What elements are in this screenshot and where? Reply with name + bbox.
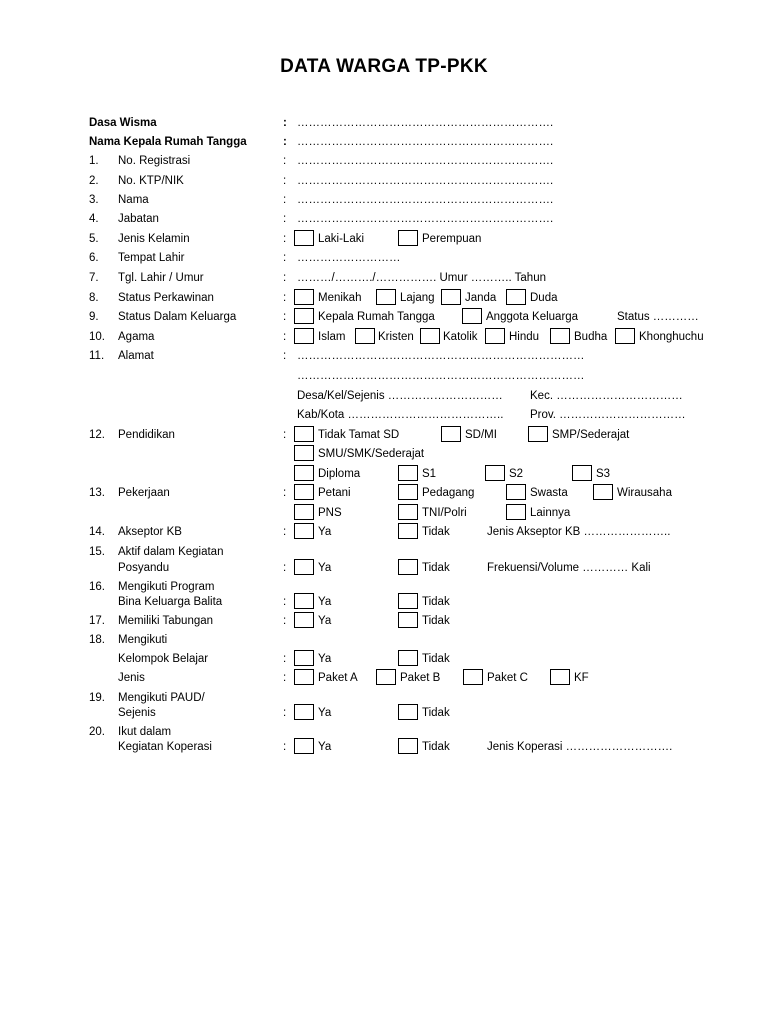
fill-line-tempat-lahir[interactable]: ……………………… <box>297 252 401 264</box>
fill-line-kepala-rumah-tangga[interactable]: …………………………………………………………. <box>297 136 554 148</box>
colon: : <box>283 741 287 753</box>
checkbox-akseptor-ya[interactable] <box>294 523 314 539</box>
colon: : <box>283 213 287 225</box>
row-dasa-wisma <box>0 114 768 132</box>
option-duda: Duda <box>530 292 558 304</box>
option-tni-polri: TNI/Polri <box>422 507 467 519</box>
label-alamat: Alamat <box>118 350 154 362</box>
item-number: 8. <box>89 292 99 304</box>
option-tidak: Tidak <box>422 741 450 753</box>
checkbox-perempuan[interactable] <box>398 230 418 246</box>
item-number: 13. <box>89 487 105 499</box>
option-laki-laki: Laki-Laki <box>318 233 365 245</box>
colon: : <box>283 233 287 245</box>
fill-line-tgl-lahir-umur[interactable]: ………/………./……………. Umur ……….. Tahun <box>297 272 546 284</box>
label-mengikuti-paud: Mengikuti PAUD/ <box>118 692 205 704</box>
fill-line-no-ktp[interactable]: …………………………………………………………. <box>297 175 554 187</box>
row-kelompok-belajar <box>0 650 768 668</box>
fill-line-provinsi[interactable]: Prov. …………………………… <box>530 409 686 421</box>
row-jabatan <box>0 210 768 228</box>
checkbox-bkb-tidak[interactable] <box>398 593 418 609</box>
option-s1: S1 <box>422 468 437 480</box>
checkbox-tidak-tamat-sd[interactable] <box>294 426 314 442</box>
option-smu: SMU/SMK/Sederajat <box>318 448 425 460</box>
item-number: 2. <box>89 175 99 187</box>
checkbox-posyandu-tidak[interactable] <box>398 559 418 575</box>
item-number: 18. <box>89 634 105 646</box>
fill-line-alamat-2[interactable]: ………………………………………………………………… <box>297 370 585 382</box>
colon: : <box>283 175 287 187</box>
row-posyandu <box>0 559 768 577</box>
option-anggota-keluarga: Anggota Keluarga <box>486 311 579 323</box>
row-pekerjaan-2 <box>0 504 768 522</box>
row-bkb <box>0 593 768 611</box>
colon: : <box>283 331 287 343</box>
row-jenis-paket <box>0 669 768 687</box>
checkbox-swasta[interactable] <box>506 484 526 500</box>
checkbox-smu[interactable] <box>294 445 314 461</box>
checkbox-budha[interactable] <box>550 328 570 344</box>
checkbox-s3[interactable] <box>572 465 592 481</box>
label-kelompok-belajar: Kelompok Belajar <box>118 653 209 665</box>
option-ya: Ya <box>318 615 332 627</box>
checkbox-paket-a[interactable] <box>294 669 314 685</box>
label-jenis-kelamin: Jenis Kelamin <box>118 233 190 245</box>
item-number: 1. <box>89 155 99 167</box>
option-ya: Ya <box>318 562 332 574</box>
fill-line-jenis-koperasi[interactable]: Jenis Koperasi ………………………. <box>487 741 673 753</box>
item-number: 5. <box>89 233 99 245</box>
label-jabatan: Jabatan <box>118 213 159 225</box>
colon: : <box>283 136 287 148</box>
option-ya: Ya <box>318 653 332 665</box>
option-kristen: Kristen <box>378 331 414 343</box>
option-tidak: Tidak <box>422 562 450 574</box>
colon: : <box>283 272 287 284</box>
row-alamat-2 <box>0 367 768 385</box>
checkbox-kepala-rumah-tangga[interactable] <box>294 308 314 324</box>
item-number: 7. <box>89 272 99 284</box>
option-pns: PNS <box>318 507 342 519</box>
row-akseptor-kb <box>0 523 768 541</box>
item-number: 12. <box>89 429 105 441</box>
row-nama <box>0 191 768 209</box>
option-lainnya: Lainnya <box>530 507 571 519</box>
fill-line-nama[interactable]: …………………………………………………………. <box>297 194 554 206</box>
item-number: 9. <box>89 311 99 323</box>
row-pendidikan-2 <box>0 445 768 463</box>
checkbox-khonghucu[interactable] <box>615 328 635 344</box>
option-paket-a: Paket A <box>318 672 358 684</box>
fill-line-desa[interactable]: Desa/Kel/Sejenis ………………………… <box>297 390 503 402</box>
label-status-dalam-keluarga: Status Dalam Keluarga <box>118 311 237 323</box>
row-pendidikan <box>0 426 768 444</box>
colon: : <box>283 526 287 538</box>
colon: : <box>283 194 287 206</box>
fill-line-kabupaten[interactable]: Kab/Kota ………………………………….. <box>297 409 504 421</box>
colon: : <box>283 707 287 719</box>
checkbox-smp[interactable] <box>528 426 548 442</box>
row-desa-kec <box>0 387 768 405</box>
option-paket-c: Paket C <box>487 672 528 684</box>
option-tidak: Tidak <box>422 615 450 627</box>
fill-line-dasa-wisma[interactable]: …………………………………………………………. <box>297 117 554 129</box>
colon: : <box>283 615 287 627</box>
colon: : <box>283 252 287 264</box>
option-ya: Ya <box>318 526 332 538</box>
label-tempat-lahir: Tempat Lahir <box>118 252 185 264</box>
checkbox-lajang[interactable] <box>376 289 396 305</box>
option-perempuan: Perempuan <box>422 233 482 245</box>
row-tabungan <box>0 612 768 630</box>
row-pendidikan-3 <box>0 465 768 483</box>
label-jenis: Jenis <box>118 672 145 684</box>
row-pekerjaan <box>0 484 768 502</box>
item-number: 4. <box>89 213 99 225</box>
option-tidak: Tidak <box>422 596 450 608</box>
colon: : <box>283 311 287 323</box>
item-number: 20. <box>89 726 105 738</box>
option-tidak: Tidak <box>422 707 450 719</box>
label-no-registrasi: No. Registrasi <box>118 155 191 167</box>
item-number: 3. <box>89 194 99 206</box>
option-diploma: Diploma <box>318 468 361 480</box>
checkbox-tni-polri[interactable] <box>398 504 418 520</box>
option-islam: Islam <box>318 331 346 343</box>
option-paket-b: Paket B <box>400 672 441 684</box>
checkbox-s1[interactable] <box>398 465 418 481</box>
item-number: 17. <box>89 615 105 627</box>
checkbox-bkb-ya[interactable] <box>294 593 314 609</box>
option-budha: Budha <box>574 331 608 343</box>
checkbox-kelompok-tidak[interactable] <box>398 650 418 666</box>
checkbox-tabungan-ya[interactable] <box>294 612 314 628</box>
option-swasta: Swasta <box>530 487 568 499</box>
option-s3: S3 <box>596 468 611 480</box>
option-wirausaha: Wirausaha <box>617 487 672 499</box>
option-ya: Ya <box>318 596 332 608</box>
item-number: 19. <box>89 692 105 704</box>
row-status-dalam-keluarga <box>0 308 768 326</box>
fill-line-alamat-1[interactable]: ………………………………………………………………… <box>297 350 585 362</box>
colon: : <box>283 562 287 574</box>
label-pendidikan: Pendidikan <box>118 429 175 441</box>
checkbox-tabungan-tidak[interactable] <box>398 612 418 628</box>
label-ikut-dalam: Ikut dalam <box>118 726 172 738</box>
label-pekerjaan: Pekerjaan <box>118 487 170 499</box>
item-number: 16. <box>89 581 105 593</box>
option-janda: Janda <box>465 292 497 304</box>
row-agama <box>0 328 768 346</box>
checkbox-kelompok-ya[interactable] <box>294 650 314 666</box>
checkbox-lainnya[interactable] <box>506 504 526 520</box>
colon: : <box>283 653 287 665</box>
checkbox-menikah[interactable] <box>294 289 314 305</box>
option-ya: Ya <box>318 707 332 719</box>
label-posyandu: Posyandu <box>118 562 170 574</box>
label-mengikuti-program: Mengikuti Program <box>118 581 215 593</box>
label-status-perkawinan: Status Perkawinan <box>118 292 214 304</box>
checkbox-koperasi-ya[interactable] <box>294 738 314 754</box>
row-kepala-rumah-tangga <box>0 133 768 151</box>
label-sejenis: Sejenis <box>118 707 156 719</box>
form-title: DATA WARGA TP-PKK <box>280 56 488 77</box>
checkbox-paket-c[interactable] <box>463 669 483 685</box>
row-status-perkawinan <box>0 289 768 307</box>
checkbox-pedagang[interactable] <box>398 484 418 500</box>
fill-line-kecamatan[interactable]: Kec. …………………………… <box>530 390 683 402</box>
label-bina-keluarga-balita: Bina Keluarga Balita <box>118 596 223 608</box>
checkbox-koperasi-tidak[interactable] <box>398 738 418 754</box>
row-no-ktp <box>0 172 768 190</box>
checkbox-laki-laki[interactable] <box>294 230 314 246</box>
checkbox-posyandu-ya[interactable] <box>294 559 314 575</box>
checkbox-diploma[interactable] <box>294 465 314 481</box>
label-agama: Agama <box>118 331 155 343</box>
label-nama: Nama <box>118 194 149 206</box>
label-mengikuti: Mengikuti <box>118 634 168 646</box>
checkbox-pns[interactable] <box>294 504 314 520</box>
item-number: 6. <box>89 252 99 264</box>
option-kf: KF <box>574 672 589 684</box>
option-pedagang: Pedagang <box>422 487 475 499</box>
colon: : <box>283 487 287 499</box>
option-tidak: Tidak <box>422 526 450 538</box>
item-number: 11. <box>89 350 105 362</box>
checkbox-paud-tidak[interactable] <box>398 704 418 720</box>
item-number: 10. <box>89 331 105 343</box>
checkbox-paud-ya[interactable] <box>294 704 314 720</box>
option-sd-mi: SD/MI <box>465 429 497 441</box>
fill-line-jabatan[interactable]: …………………………………………………………. <box>297 213 554 225</box>
checkbox-kristen[interactable] <box>355 328 375 344</box>
colon: : <box>283 672 287 684</box>
checkbox-janda[interactable] <box>441 289 461 305</box>
fill-line-no-registrasi[interactable]: …………………………………………………………. <box>297 155 554 167</box>
colon: : <box>283 292 287 304</box>
checkbox-paket-b[interactable] <box>376 669 396 685</box>
option-smp: SMP/Sederajat <box>552 429 630 441</box>
colon: : <box>283 155 287 167</box>
fill-line-frekuensi[interactable]: Frekuensi/Volume ………… Kali <box>487 562 651 574</box>
option-menikah: Menikah <box>318 292 362 304</box>
row-tempat-lahir <box>0 249 768 267</box>
fill-line-status-lain[interactable]: Status ………… <box>617 311 699 323</box>
label-akseptor-kb: Akseptor KB <box>118 526 182 538</box>
option-ya: Ya <box>318 741 332 753</box>
row-alamat <box>0 347 768 365</box>
item-number: 15. <box>89 546 105 558</box>
option-katolik: Katolik <box>443 331 478 343</box>
fill-line-jenis-akseptor[interactable]: Jenis Akseptor KB ………………….. <box>487 526 671 538</box>
label-tgl-lahir: Tgl. Lahir / Umur <box>118 272 204 284</box>
checkbox-sd-mi[interactable] <box>441 426 461 442</box>
row-kab-prov <box>0 406 768 424</box>
colon: : <box>283 596 287 608</box>
label-memiliki-tabungan: Memiliki Tabungan <box>118 615 214 627</box>
colon: : <box>283 429 287 441</box>
option-tidak: Tidak <box>422 653 450 665</box>
option-s2: S2 <box>509 468 524 480</box>
label-dasa-wisma: Dasa Wisma <box>89 117 157 129</box>
checkbox-kf[interactable] <box>550 669 570 685</box>
row-no-registrasi <box>0 152 768 170</box>
label-aktif-kegiatan: Aktif dalam Kegiatan <box>118 546 224 558</box>
option-lajang: Lajang <box>400 292 435 304</box>
checkbox-katolik[interactable] <box>420 328 440 344</box>
row-paud <box>0 704 768 722</box>
option-khonghucu: Khonghuchu <box>639 331 704 343</box>
checkbox-islam[interactable] <box>294 328 314 344</box>
label-kegiatan-koperasi: Kegiatan Koperasi <box>118 741 212 753</box>
row-kelompok-label <box>0 631 768 649</box>
checkbox-anggota-keluarga[interactable] <box>462 308 482 324</box>
colon: : <box>283 350 287 362</box>
option-hindu: Hindu <box>509 331 540 343</box>
label-no-ktp: No. KTP/NIK <box>118 175 184 187</box>
checkbox-akseptor-tidak[interactable] <box>398 523 418 539</box>
row-tgl-lahir <box>0 269 768 287</box>
label-kepala-rumah-tangga: Nama Kepala Rumah Tangga <box>89 136 247 148</box>
checkbox-hindu[interactable] <box>485 328 505 344</box>
checkbox-petani[interactable] <box>294 484 314 500</box>
option-petani: Petani <box>318 487 351 499</box>
option-tidak-tamat-sd: Tidak Tamat SD <box>318 429 400 441</box>
item-number: 14. <box>89 526 105 538</box>
checkbox-wirausaha[interactable] <box>593 484 613 500</box>
row-jenis-kelamin <box>0 230 768 248</box>
row-koperasi <box>0 738 768 756</box>
checkbox-duda[interactable] <box>506 289 526 305</box>
colon: : <box>283 117 287 129</box>
option-kepala-rumah-tangga: Kepala Rumah Tangga <box>318 311 435 323</box>
checkbox-s2[interactable] <box>485 465 505 481</box>
